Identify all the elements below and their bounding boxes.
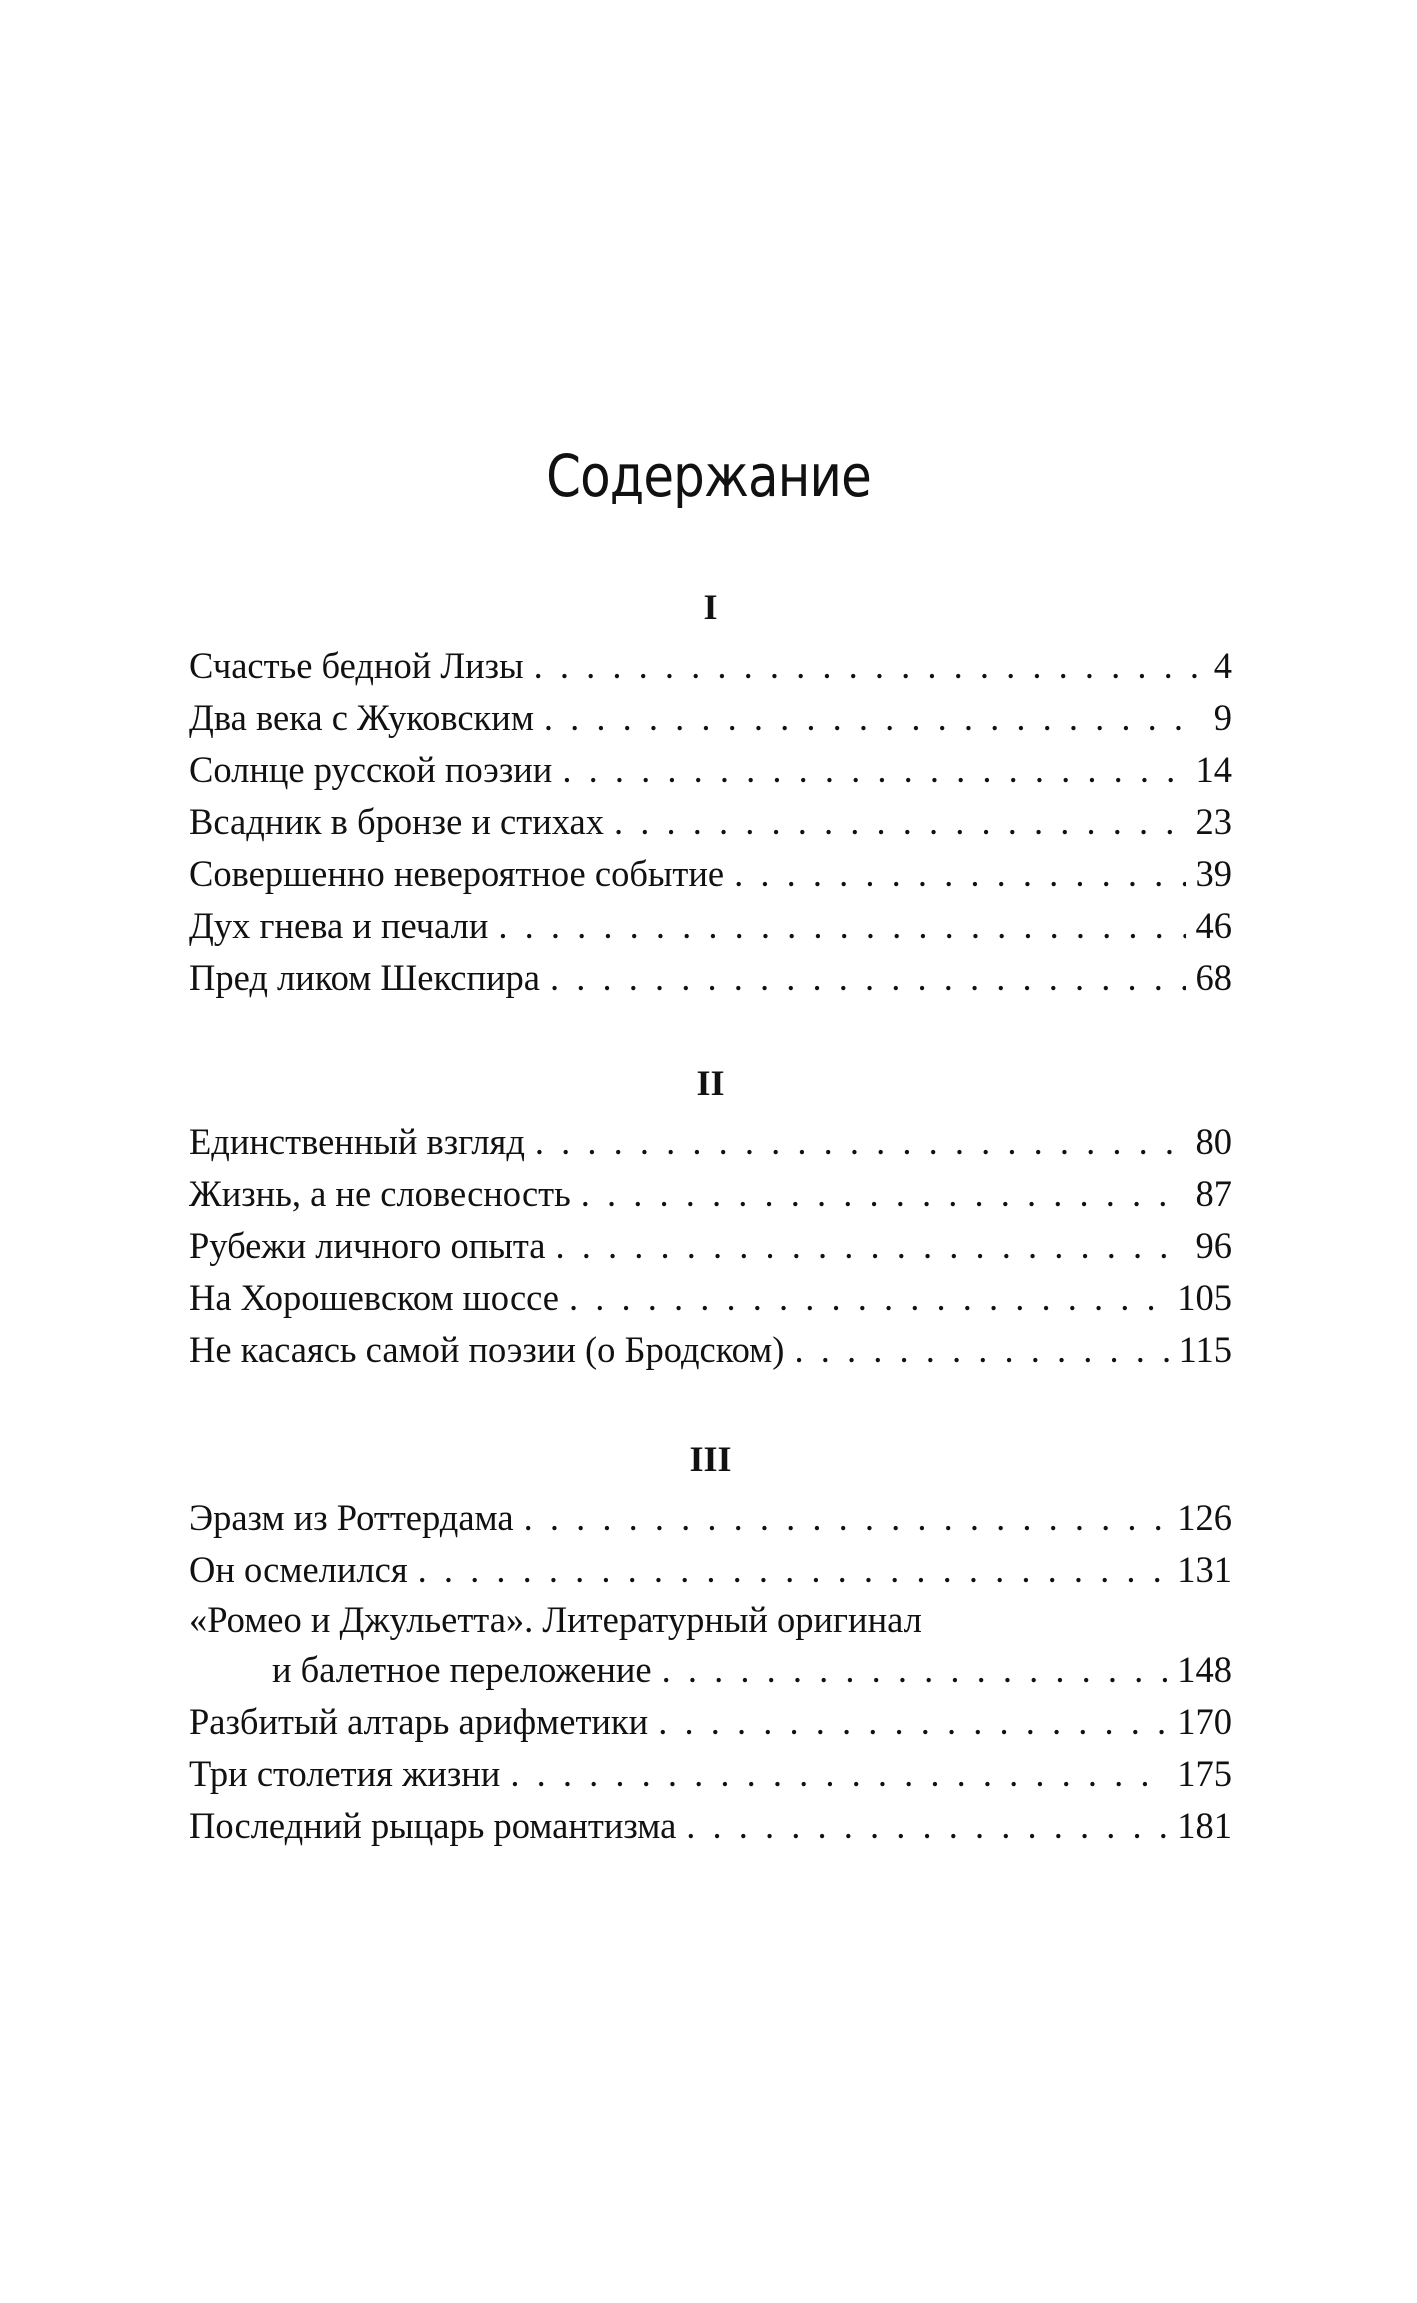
dot-leader (614, 796, 1186, 848)
toc-entry-list (189, 1116, 1232, 1376)
toc-entry[interactable] (189, 1272, 1232, 1324)
entry-title-line-2: и балетное переложение (272, 1649, 652, 1690)
entry-title: Солнце русской поэзии (189, 749, 553, 790)
page-title: Содержание (546, 442, 871, 510)
entry-title: Рубежи личного опыта (189, 1225, 546, 1266)
toc-entry[interactable] (189, 1220, 1232, 1272)
toc-entry[interactable] (189, 952, 1232, 1004)
entry-page-number: 105 (1177, 1277, 1232, 1318)
entry-title: Жизнь, а не словесность (189, 1173, 571, 1214)
toc-entry[interactable] (189, 1492, 1232, 1544)
entry-page-number: 14 (1195, 749, 1232, 790)
entry-title: Последний рыцарь романтизма (189, 1805, 677, 1846)
dot-leader (550, 952, 1186, 1004)
dot-leader (562, 744, 1185, 796)
entry-title: Не касаясь самой поэзии (о Бродском) (189, 1329, 785, 1370)
toc-entry[interactable] (189, 1544, 1232, 1596)
entry-page-number: 4 (1213, 645, 1232, 686)
entry-title: Счастье бедной Лизы (189, 645, 524, 686)
dot-leader (498, 900, 1185, 952)
entry-title: Всадник в бронзе и стихах (189, 801, 604, 842)
entry-page-number: 181 (1177, 1805, 1232, 1846)
dot-leader (794, 1324, 1168, 1376)
dot-leader (524, 1492, 1168, 1544)
entry-page-number: 96 (1195, 1225, 1232, 1266)
toc-section-3 (189, 1434, 1232, 1852)
toc-entry[interactable] (189, 1596, 1232, 1696)
dot-leader (686, 1800, 1167, 1852)
toc-entry[interactable] (189, 692, 1232, 744)
dot-leader (418, 1544, 1168, 1596)
toc-entry[interactable] (189, 1324, 1232, 1376)
dot-leader (555, 1220, 1185, 1272)
entry-title-line-2-row (189, 1644, 1232, 1696)
entry-title: Дух гнева и печали (189, 905, 489, 946)
entry-page-number: 23 (1195, 801, 1232, 842)
entry-title: Три столетия жизни (189, 1753, 501, 1794)
toc-entry[interactable] (189, 1116, 1232, 1168)
toc-entry[interactable] (189, 1168, 1232, 1220)
section-heading: II (696, 1063, 725, 1103)
entry-page-number: 39 (1195, 853, 1232, 894)
dot-leader (658, 1696, 1167, 1748)
toc-entry[interactable] (189, 848, 1232, 900)
entry-title: Единственный взгляд (189, 1121, 525, 1162)
entry-page-number: 9 (1213, 697, 1232, 738)
entry-title-line-1: «Ромео и Джульетта». Литературный оригинал (189, 1599, 922, 1640)
dot-leader (535, 1116, 1186, 1168)
entry-page-number: 46 (1195, 905, 1232, 946)
toc-section-2 (189, 1058, 1232, 1376)
toc-entry[interactable] (189, 1696, 1232, 1748)
entry-page-number: 68 (1195, 957, 1232, 998)
toc-section-1 (189, 582, 1232, 1004)
entry-title: Пред ликом Шекспира (189, 957, 540, 998)
entry-title: Совершенно невероятное событие (189, 853, 725, 894)
toc-entry-list (189, 640, 1232, 1004)
entry-page-number: 80 (1195, 1121, 1232, 1162)
entry-page-number: 87 (1195, 1173, 1232, 1214)
toc-entry[interactable] (189, 796, 1232, 848)
dot-leader (734, 848, 1185, 900)
section-heading: III (689, 1439, 732, 1479)
entry-page-number: 148 (1177, 1649, 1232, 1690)
entry-title: Он осмелился (189, 1549, 408, 1590)
section-heading: I (703, 587, 718, 627)
toc-entry[interactable] (189, 1800, 1232, 1852)
dot-leader (569, 1272, 1167, 1324)
entry-page-number: 170 (1177, 1701, 1232, 1742)
toc-entry[interactable] (189, 1748, 1232, 1800)
dot-leader (662, 1644, 1168, 1696)
toc-entry-list (189, 1492, 1232, 1852)
entry-page-number: 175 (1177, 1753, 1232, 1794)
toc-entry[interactable] (189, 744, 1232, 796)
entry-title: Разбитый алтарь арифметики (189, 1701, 649, 1742)
dot-leader (510, 1748, 1167, 1800)
entry-page-number: 131 (1177, 1549, 1232, 1590)
entry-page-number: 115 (1178, 1329, 1232, 1370)
dot-leader (534, 640, 1202, 692)
toc-entry[interactable] (189, 900, 1232, 952)
toc-entry[interactable] (189, 640, 1232, 692)
entry-title: Два века с Жуковским (189, 697, 534, 738)
dot-leader (581, 1168, 1186, 1220)
dot-leader (544, 692, 1202, 744)
entry-page-number: 126 (1177, 1497, 1232, 1538)
entry-title: На Хорошевском шоссе (189, 1277, 559, 1318)
entry-title: Эразм из Роттердама (189, 1497, 514, 1538)
